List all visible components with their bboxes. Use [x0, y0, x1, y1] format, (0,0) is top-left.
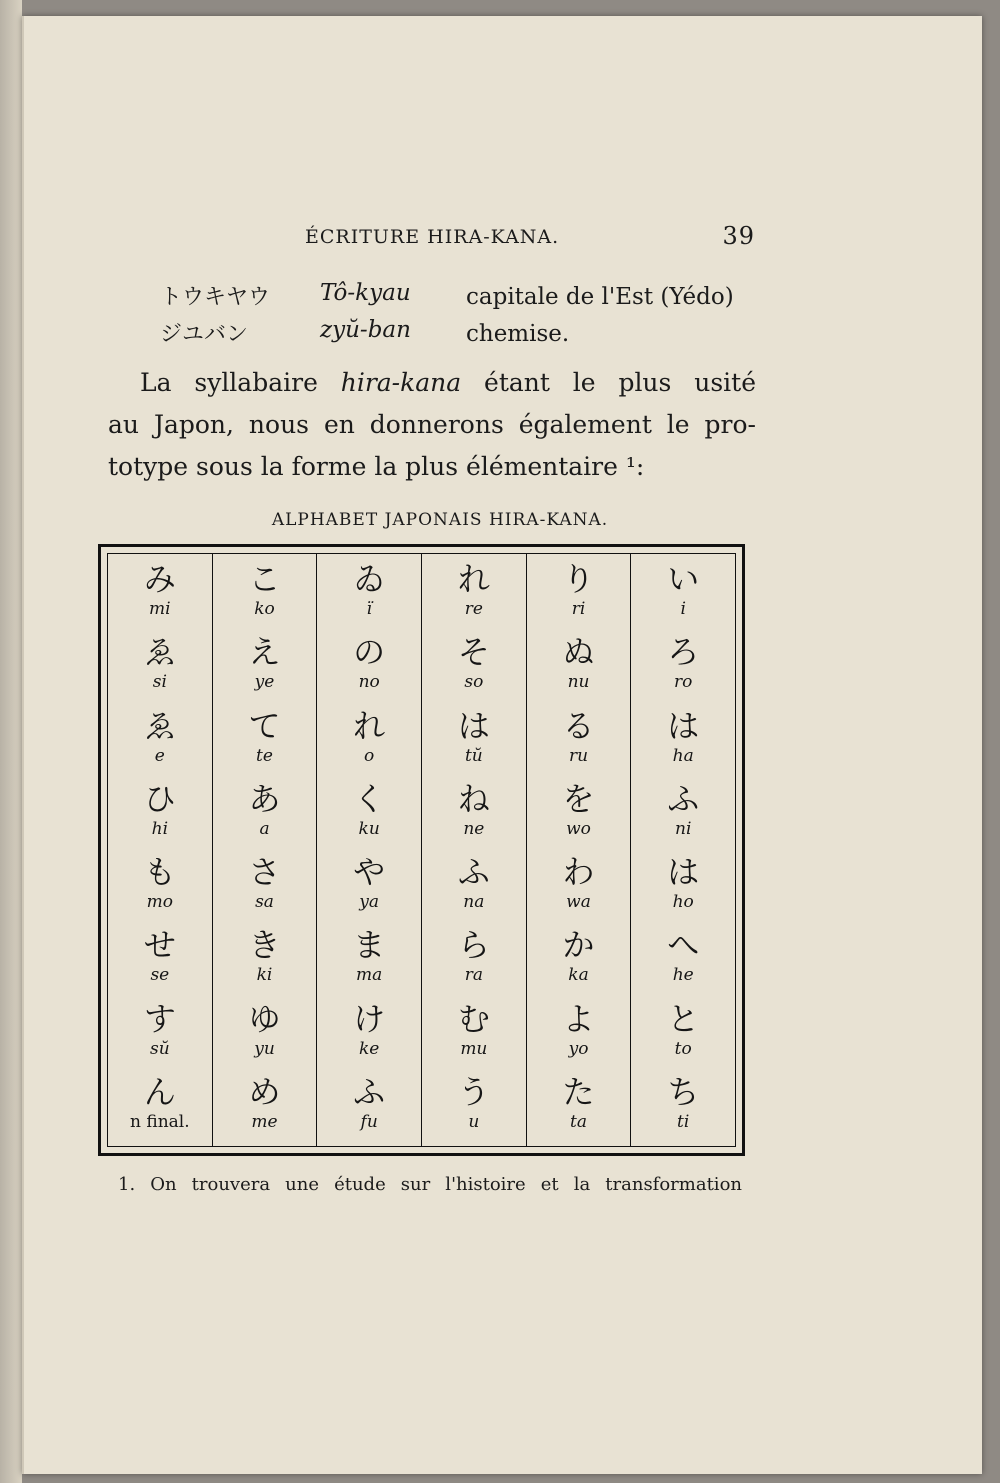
table-cell [631, 1073, 735, 1146]
kana-romaji: ra [464, 965, 483, 986]
table-cell [527, 780, 631, 853]
table-cell [422, 780, 526, 853]
kana-glyph: ん [143, 1072, 176, 1111]
kana-romaji: yo [568, 1038, 589, 1059]
kana-romaji: i [680, 599, 686, 619]
vocabulary-entry [160, 280, 760, 317]
kana-romaji: yu [254, 1038, 275, 1059]
body-paragraph [108, 362, 756, 488]
table-cell [317, 633, 421, 706]
kana-glyph: て [248, 706, 281, 745]
kana-romaji: he [672, 965, 694, 986]
table-cell [631, 633, 735, 706]
vocabulary-kana: ジユバン [160, 322, 249, 347]
kana-romaji: mi [149, 599, 171, 619]
kana-romaji: o [364, 745, 375, 766]
kana-glyph: せ [143, 926, 176, 965]
table-cell [422, 853, 526, 926]
kana-glyph: へ [667, 926, 700, 965]
table-cell [108, 926, 212, 999]
kana-glyph: よ [562, 999, 595, 1038]
kana-romaji: re [464, 599, 483, 619]
table-cell [317, 853, 421, 926]
kana-glyph: さ [248, 853, 281, 891]
paragraph-line: au Japon, nous en donnerons également le pro- [108, 410, 756, 439]
table-cell [422, 1000, 526, 1073]
table-cell [631, 853, 735, 926]
kana-glyph: の [353, 633, 386, 672]
table-cell [527, 926, 631, 999]
kana-glyph: ひ [143, 779, 176, 818]
table-cell [108, 560, 212, 633]
kana-glyph: ゆ [248, 999, 281, 1038]
table-cell [631, 780, 735, 853]
table-cell [108, 707, 212, 780]
table-column [631, 554, 735, 1146]
kana-romaji: so [464, 672, 484, 693]
kana-romaji: no [358, 672, 380, 693]
kana-romaji: ye [254, 672, 275, 693]
table-column [422, 554, 527, 1146]
kana-glyph: そ [457, 633, 490, 672]
table-column [213, 554, 318, 1146]
table-cell [527, 853, 631, 926]
table-cell [213, 707, 317, 780]
kana-glyph: み [143, 560, 176, 598]
table-cell [422, 707, 526, 780]
kana-romaji: si [152, 672, 167, 693]
kana-glyph: あ [248, 779, 281, 818]
table-cell [108, 1000, 212, 1073]
kana-glyph: は [667, 706, 700, 745]
kana-romaji: na [463, 892, 485, 912]
kana-glyph: く [353, 779, 386, 818]
vocabulary-list [160, 280, 760, 354]
table-cell [631, 926, 735, 999]
kana-glyph: め [248, 1072, 281, 1111]
kana-romaji: ke [358, 1038, 380, 1059]
kana-glyph: ぬ [562, 633, 595, 672]
kana-glyph: か [562, 926, 595, 965]
table-cell [213, 926, 317, 999]
vocabulary-romaji: Tô-kyau [320, 280, 411, 306]
kana-romaji: ru [568, 745, 589, 766]
kana-romaji: te [256, 745, 273, 766]
kana-glyph: れ [457, 560, 490, 598]
kana-glyph: ろ [667, 633, 700, 672]
vocabulary-kana: トウキヤウ [160, 285, 271, 310]
adjacent-page-edge [0, 0, 22, 1483]
kana-glyph: う [457, 1072, 490, 1111]
kana-romaji: ki [256, 965, 273, 986]
table-cell [527, 1073, 631, 1146]
kana-romaji: ro [674, 672, 693, 693]
table-cell [631, 1000, 735, 1073]
kana-glyph: は [457, 706, 490, 745]
kana-glyph: る [562, 706, 595, 745]
table-cell [317, 1000, 421, 1073]
kana-romaji: ma [356, 965, 383, 986]
kana-romaji: se [150, 965, 170, 986]
kana-romaji: ri [571, 599, 586, 619]
kana-romaji: fu [360, 1111, 378, 1132]
kana-romaji: nu [567, 672, 590, 693]
kana-glyph: も [143, 853, 176, 891]
kana-glyph: む [457, 999, 490, 1038]
paragraph-emphasis: hira-kana [340, 368, 462, 397]
kana-glyph: え [248, 633, 281, 672]
kana-romaji: ne [463, 818, 485, 839]
kana-romaji: ni [675, 818, 692, 839]
kana-glyph: れ [353, 706, 386, 745]
table-cell [213, 1073, 317, 1146]
kana-romaji: n final. [130, 1111, 190, 1132]
table-cell [422, 633, 526, 706]
table-cell [527, 633, 631, 706]
vocabulary-meaning: capitale de l'Est (Yédo) [466, 284, 734, 310]
table-cell [213, 1000, 317, 1073]
table-cell [213, 560, 317, 633]
kana-glyph: は [667, 853, 700, 891]
kana-romaji: ko [254, 599, 275, 619]
kana-romaji: hi [151, 818, 169, 839]
kana-glyph: り [562, 560, 595, 598]
footnote: 1. On trouvera une étude sur l'histoire et la transformation [118, 1174, 742, 1195]
table-cell [527, 707, 631, 780]
kana-glyph: ま [353, 926, 386, 965]
table-column [317, 554, 422, 1146]
table-cell [631, 560, 735, 633]
kana-glyph: と [667, 999, 700, 1038]
table-cell [631, 707, 735, 780]
kana-glyph: た [562, 1072, 595, 1111]
table-cell [213, 633, 317, 706]
table-column [108, 554, 213, 1146]
table-cell [317, 560, 421, 633]
kana-glyph: け [353, 999, 386, 1038]
kana-romaji: ta [570, 1111, 587, 1132]
kana-romaji: to [674, 1038, 692, 1059]
kana-glyph: ち [667, 1072, 700, 1111]
kana-romaji: ti [677, 1111, 690, 1132]
kana-romaji: ka [568, 965, 589, 986]
vocabulary-entry [160, 317, 760, 354]
kana-glyph: ふ [457, 853, 490, 891]
page-number: 39 [722, 222, 755, 250]
running-head-title: ÉCRITURE HIRA-KANA. [305, 226, 560, 248]
table-cell [108, 1073, 212, 1146]
kana-romaji: mo [146, 892, 174, 912]
table-cell [317, 707, 421, 780]
kana-romaji: ya [359, 892, 380, 912]
kana-romaji: tŭ [464, 745, 483, 766]
table-cell [317, 780, 421, 853]
table-cell [527, 1000, 631, 1073]
kana-glyph: す [143, 999, 176, 1038]
vocabulary-romaji: zyŭ-ban [320, 317, 411, 343]
table-cell [108, 853, 212, 926]
kana-glyph: ね [457, 779, 490, 818]
kana-romaji: mu [460, 1038, 488, 1059]
kana-romaji: me [251, 1111, 278, 1132]
paragraph-line: totype sous la forme la plus élémentaire ¹: [108, 452, 645, 481]
table-grid [107, 553, 736, 1147]
kana-glyph: ゑ [143, 633, 176, 672]
table-cell [108, 633, 212, 706]
table-cell [317, 1073, 421, 1146]
vocabulary-meaning: chemise. [466, 321, 570, 347]
table-cell [422, 1073, 526, 1146]
paragraph-text: étant le plus usité [461, 368, 756, 397]
kana-glyph: ふ [667, 779, 700, 818]
kana-romaji: ho [672, 892, 694, 912]
kana-romaji: ï [366, 599, 372, 619]
kana-romaji: e [154, 745, 165, 766]
kana-romaji: ku [358, 818, 380, 839]
kana-romaji: sa [255, 892, 274, 912]
kana-romaji: a [259, 818, 270, 839]
table-cell [422, 560, 526, 633]
kana-glyph: ゑ [143, 706, 176, 745]
kana-glyph: ら [457, 926, 490, 965]
table-cell [108, 780, 212, 853]
kana-romaji: sŭ [149, 1038, 170, 1059]
kana-romaji: wa [566, 892, 591, 912]
kana-romaji: wo [566, 818, 591, 839]
kana-glyph: こ [248, 560, 281, 598]
kana-glyph: や [353, 853, 386, 891]
kana-romaji: ha [672, 745, 694, 766]
kana-glyph: ふ [353, 1072, 386, 1111]
kana-glyph: を [562, 779, 595, 818]
table-cell [527, 560, 631, 633]
paragraph-line [108, 362, 756, 404]
hira-kana-table [98, 544, 745, 1156]
table-cell [213, 853, 317, 926]
table-cell [317, 926, 421, 999]
kana-glyph: わ [562, 853, 595, 891]
table-cell [213, 780, 317, 853]
table-title: ALPHABET JAPONAIS HIRA-KANA. [271, 510, 609, 530]
table-cell [422, 926, 526, 999]
kana-glyph: ゐ [353, 560, 386, 598]
kana-romaji: u [468, 1111, 480, 1132]
table-column [527, 554, 632, 1146]
paragraph-text: La syllabaire [140, 368, 341, 397]
kana-glyph: い [667, 560, 700, 598]
kana-glyph: き [248, 926, 281, 965]
